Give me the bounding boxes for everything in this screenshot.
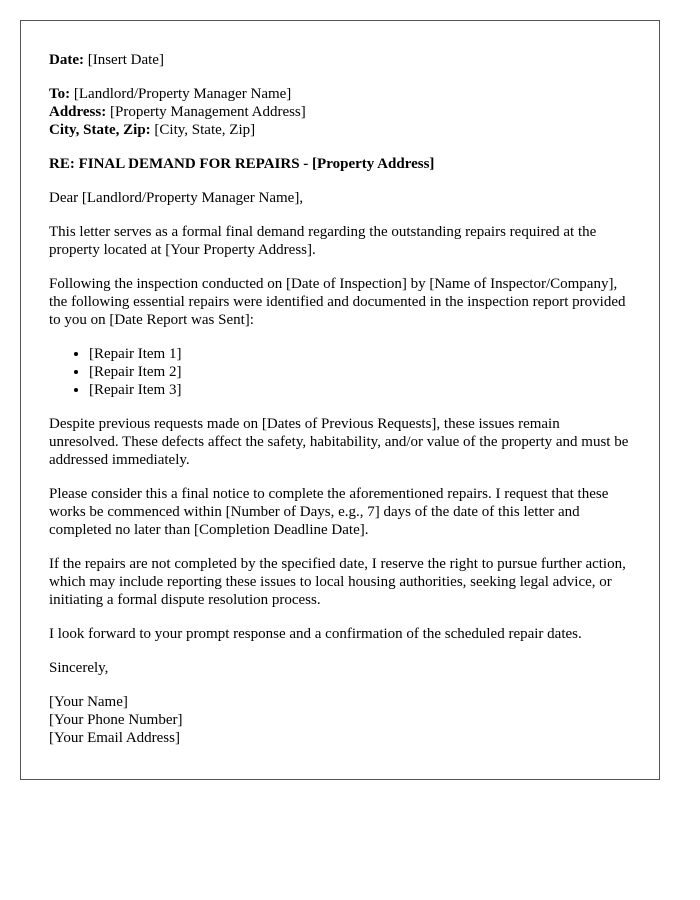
date-label: Date: [49, 52, 84, 68]
repair-items-list [49, 345, 631, 399]
date-line [49, 51, 631, 69]
to-value: [Landlord/Property Manager Name] [73, 86, 292, 102]
salutation: Dear [Landlord/Property Manager Name], [49, 190, 304, 206]
to-line [49, 85, 631, 103]
paragraph-further-action: If the repairs are not completed by the specified date, I reserve the right to pursue further action, which may include reporting these issues to local housing authorities, seeking legal advice, or initiating a formal dispute resolution process. [49, 556, 626, 608]
to-label: To: [49, 86, 71, 102]
signature-block [49, 693, 631, 747]
signature-phone: [Your Phone Number] [49, 712, 183, 728]
date-value: [Insert Date] [87, 52, 164, 68]
address-value: [Property Management Address] [109, 104, 306, 120]
closing: Sincerely, [49, 660, 109, 676]
subject-line: RE: FINAL DEMAND FOR REPAIRS - [Property Address] [49, 156, 435, 172]
signature-name: [Your Name] [49, 694, 128, 710]
paragraph-closing-request: I look forward to your prompt response and a confirmation of the scheduled repair dates. [49, 626, 582, 642]
recipient-block [49, 85, 631, 139]
list-item: • [Repair Item 1] [89, 345, 631, 363]
city-value: [City, State, Zip] [154, 122, 256, 138]
address-line [49, 103, 631, 121]
paragraph-inspection: Following the inspection conducted on [Date of Inspection] by [Name of Inspector/Company], the following essential repairs were identified and documented in the inspection report provided to you on [Date Report was Sent]: [49, 276, 626, 328]
paragraph-intro: This letter serves as a formal final demand regarding the outstanding repairs required at the property located at [Your Property Address]. [49, 224, 597, 258]
letter-page [20, 20, 660, 780]
signature-email: [Your Email Address] [49, 730, 180, 746]
list-item: • [Repair Item 3] [89, 381, 631, 399]
address-label: Address: [49, 104, 107, 120]
city-label: City, State, Zip: [49, 122, 151, 138]
paragraph-previous-requests: Despite previous requests made on [Dates of Previous Requests], these issues remain unresolved. These defects affect the safety, habitability, and/or value of the property and must be addressed immediately. [49, 416, 629, 468]
paragraph-final-notice: Please consider this a final notice to complete the aforementioned repairs. I request that these works be commenced within [Number of Days, e.g., 7] days of the date of this letter and completed no later than [Completion Deadline Date]. [49, 486, 609, 538]
list-item: • [Repair Item 2] [89, 363, 631, 381]
city-line [49, 121, 631, 139]
